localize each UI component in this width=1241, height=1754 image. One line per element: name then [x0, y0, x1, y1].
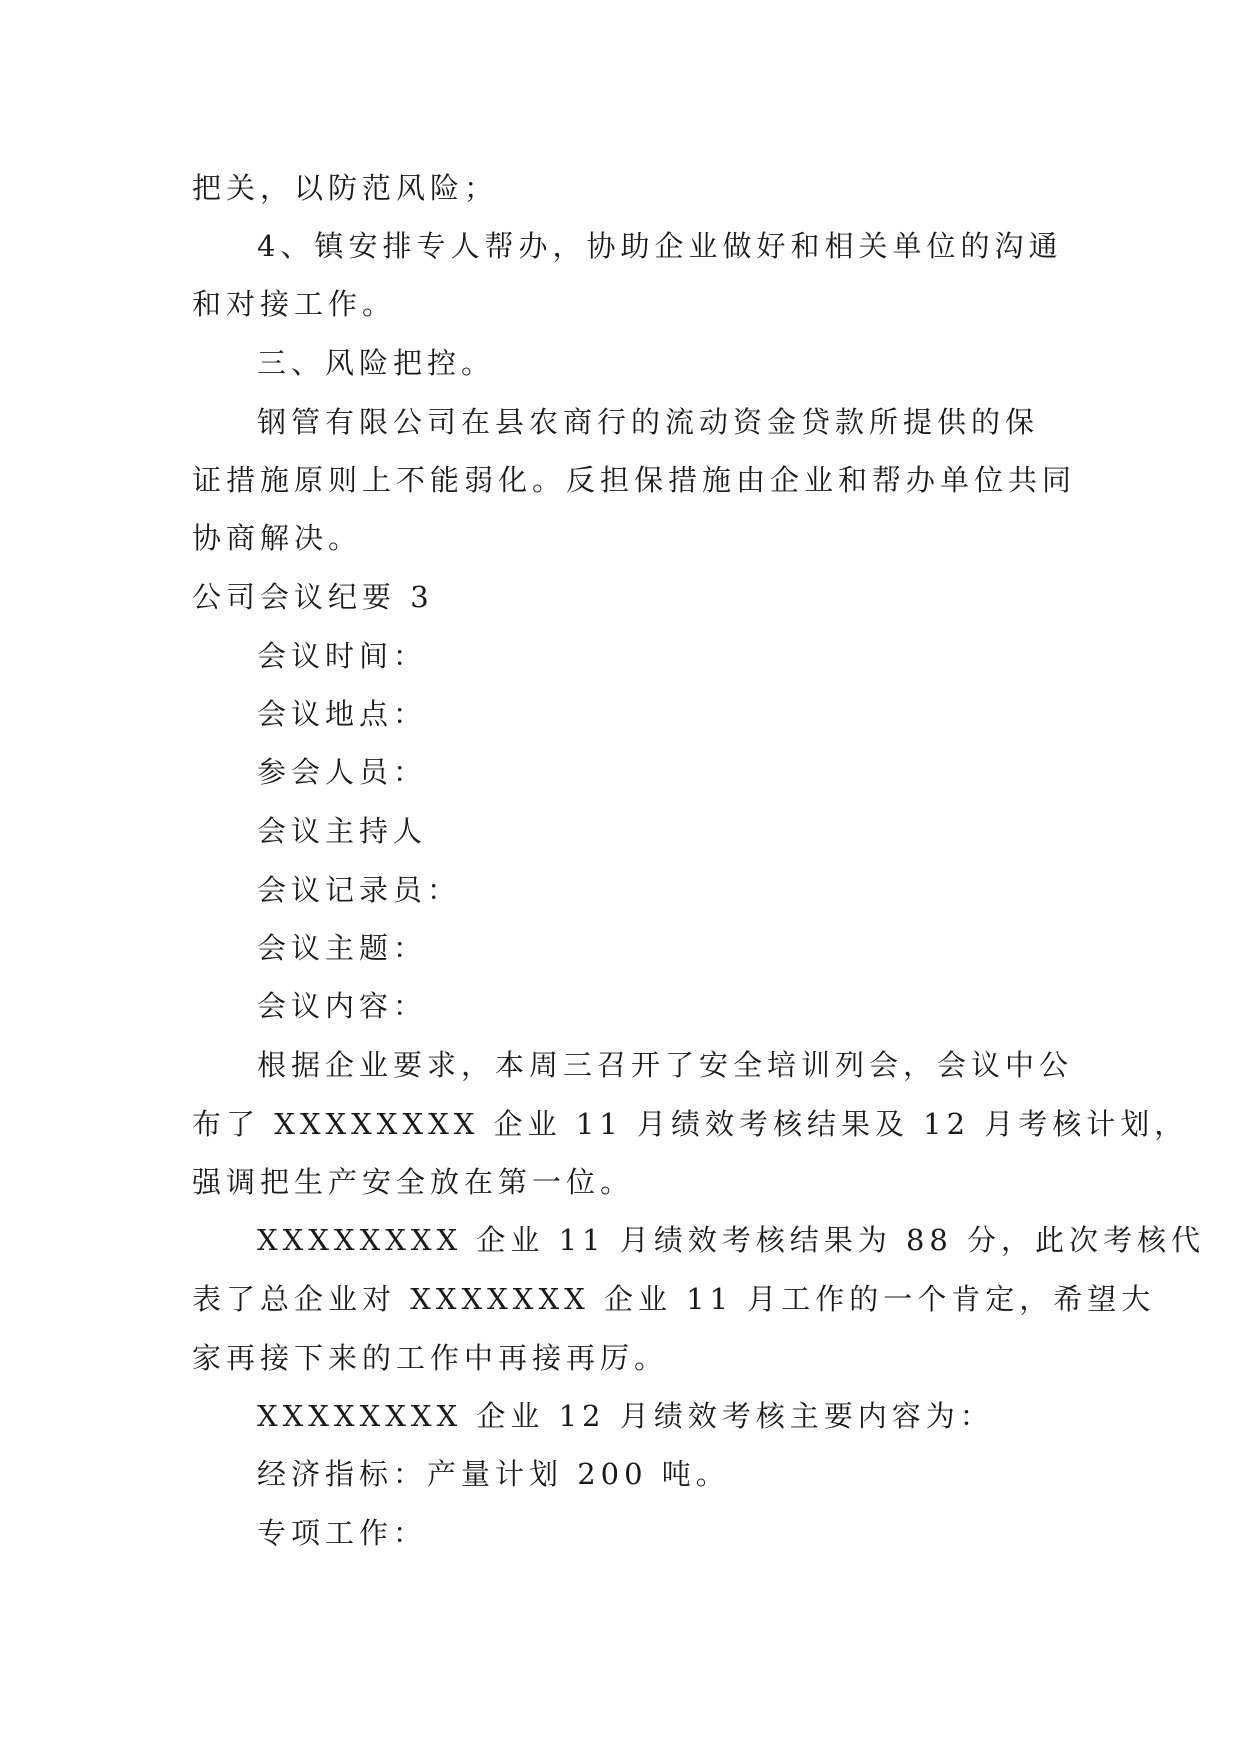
text-line: 钢管有限公司在县农商行的流动资金贷款所提供的保	[257, 405, 1040, 439]
document-title: 公司会议纪要 3	[192, 580, 434, 614]
text-line: 把关，以防范风险；	[192, 171, 499, 205]
text-line: XXXXXXXX 企业 11 月绩效考核结果为 88 分，此次考核代	[257, 1223, 1206, 1257]
text-line: 根据企业要求，本周三召开了安全培训列会，会议中公	[257, 1048, 1074, 1082]
text-line: 和对接工作。	[192, 287, 397, 321]
field-meeting-location: 会议地点：	[257, 697, 428, 731]
text-line: 经济指标：产量计划 200 吨。	[257, 1457, 730, 1491]
text-line: 家再接下来的工作中再接再厉。	[192, 1341, 669, 1375]
field-host: 会议主持人	[257, 814, 428, 848]
text-line: 布了 XXXXXXXX 企业 11 月绩效考核结果及 12 月考核计划，	[192, 1107, 1189, 1141]
field-content: 会议内容：	[257, 989, 428, 1023]
text-line: 表了总企业对 XXXXXXX 企业 11 月工作的一个肯定，希望大	[192, 1282, 1156, 1316]
field-recorder: 会议记录员：	[257, 873, 462, 907]
field-attendees: 参会人员：	[257, 755, 428, 789]
text-line: 专项工作：	[257, 1516, 428, 1550]
text-line: 证措施原则上不能弱化。反担保措施由企业和帮办单位共同	[192, 463, 1077, 497]
field-meeting-time: 会议时间：	[257, 639, 428, 673]
text-line: 4、镇安排专人帮办，协助企业做好和相关单位的沟通	[257, 229, 1063, 263]
text-line: XXXXXXXX 企业 12 月绩效考核主要内容为：	[257, 1399, 994, 1433]
field-topic: 会议主题：	[257, 931, 428, 965]
text-line: 协商解决。	[192, 521, 363, 555]
text-line: 强调把生产安全放在第一位。	[192, 1165, 635, 1199]
section-heading: 三、风险把控。	[257, 346, 496, 380]
